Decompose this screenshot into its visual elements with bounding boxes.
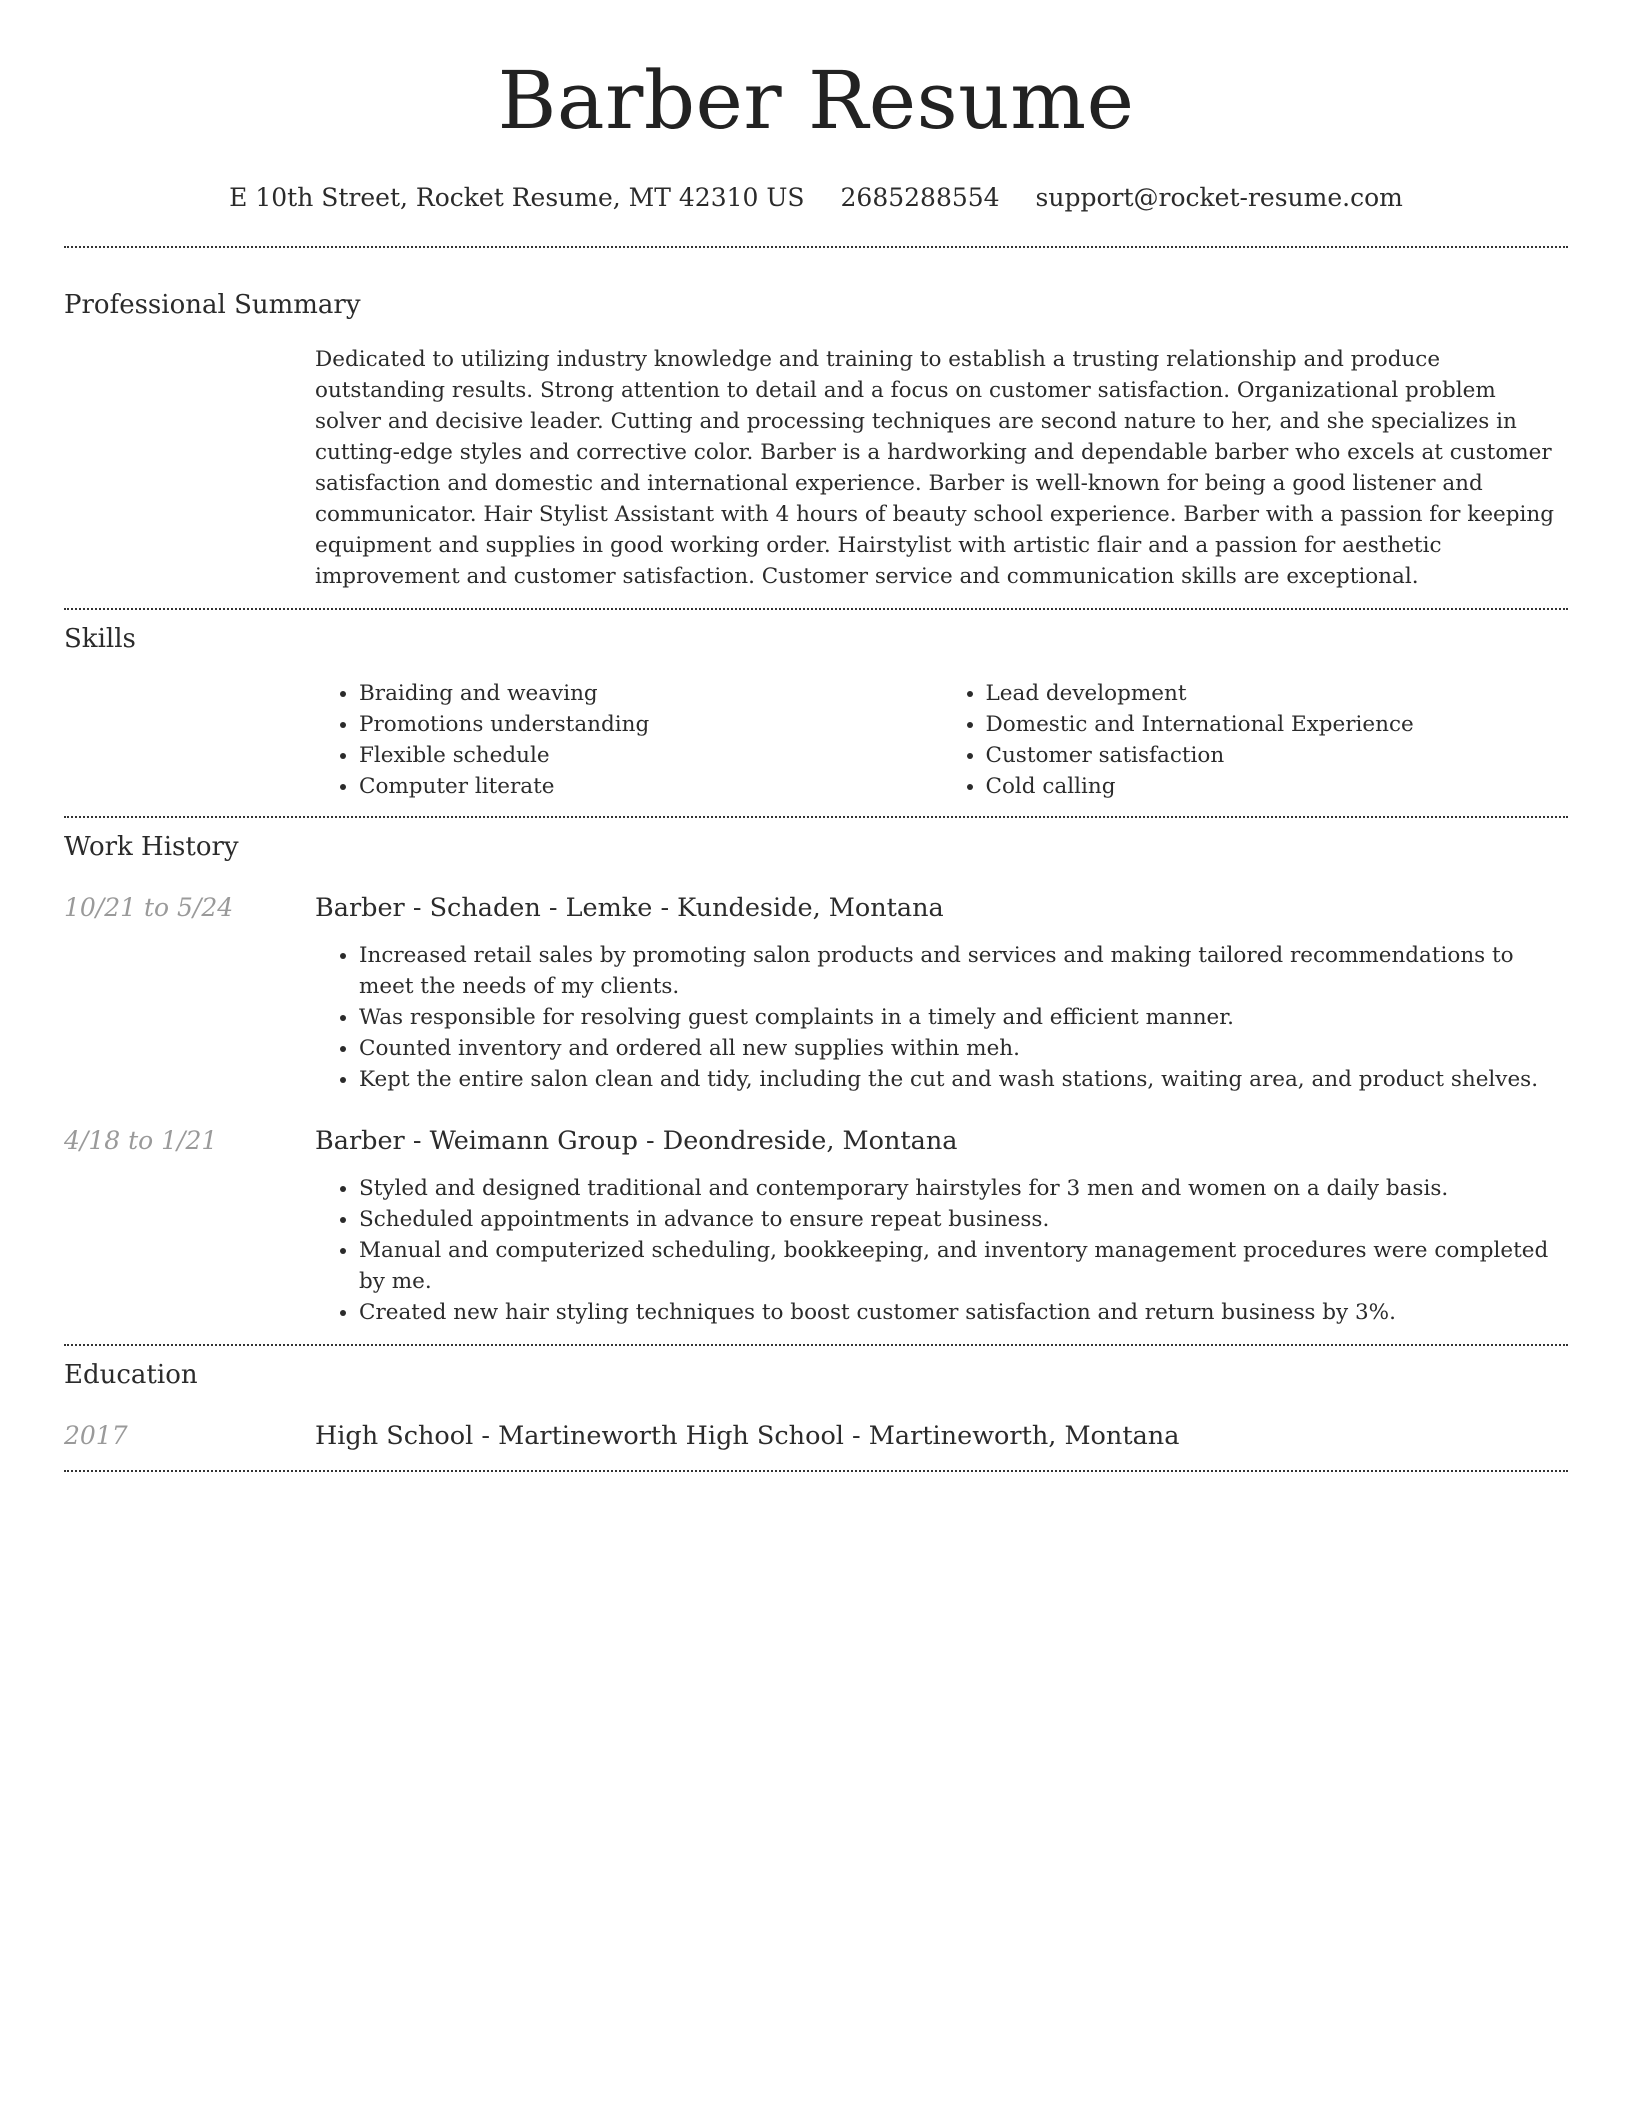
job-bullet: • Counted inventory and ordered all new supplies within meh.	[359, 1033, 1568, 1064]
job-bullets	[315, 1173, 1568, 1344]
section-heading-work-history: Work History	[64, 832, 239, 862]
education-title: High School - Martineworth High School - Martineworth, Montana	[315, 1421, 1180, 1451]
job-body	[315, 1125, 1568, 1344]
skill-item: • Domestic and International Experience	[986, 709, 1569, 740]
job-title: Barber - Weimann Group - Deondreside, Montana	[315, 1126, 958, 1156]
section-divider	[64, 1470, 1568, 1472]
job-body	[315, 892, 1568, 1095]
skill-item: • Flexible schedule	[359, 740, 942, 771]
contact-address: E 10th Street, Rocket Resume, MT 42310 US	[229, 183, 805, 212]
skills-grid	[315, 678, 1568, 816]
job-bullet: • Was responsible for resolving guest complaints in a timely and efficient manner.	[359, 1002, 1568, 1033]
skills-column-right	[942, 678, 1569, 802]
work-history-section	[64, 818, 1568, 1344]
job-bullet: • Increased retail sales by promoting salon products and services and making tailored recommendations to meet the needs of my clients.	[359, 940, 1568, 1002]
section-heading-education: Education	[64, 1360, 198, 1390]
contact-line	[64, 182, 1568, 214]
resume-title: Barber Resume	[497, 54, 1135, 147]
job-bullet: • Kept the entire salon clean and tidy, including the cut and wash stations, waiting area, and product shelves.	[359, 1064, 1568, 1095]
section-heading-skills: Skills	[64, 624, 136, 654]
job-bullet: • Created new hair styling techniques to boost customer satisfaction and return business by 3%.	[359, 1297, 1568, 1328]
education-section	[64, 1346, 1568, 1470]
job-entry	[64, 892, 1568, 1095]
job-bullet: • Scheduled appointments in advance to ensure repeat business.	[359, 1204, 1568, 1235]
skill-item: • Customer satisfaction	[986, 740, 1569, 771]
skill-item: • Braiding and weaving	[359, 678, 942, 709]
section-heading-summary: Professional Summary	[64, 290, 361, 320]
contact-phone: 2685288554	[840, 183, 1000, 212]
skill-item: • Lead development	[986, 678, 1569, 709]
summary-text: Dedicated to utilizing industry knowledge and training to establish a trusting relationship and produce outstanding results. Strong attention to detail and a focus on customer satisfaction. Organizational problem solver and decisive leader. Cutting and processing techniques are second nature to her, and she specializes in cutting-edge styles and corrective color. Barber is a hardworking and dependable barber who excels at customer satisfaction and domestic and international experience. Barber is well-known for being a good listener and communicator. Hair Stylist Assistant with 4 hours of beauty school experience. Barber with a passion for keeping equipment and supplies in good working order. Hairstylist with artistic flair and a passion for aesthetic improvement and customer satisfaction. Customer service and communication skills are exceptional.	[315, 347, 1555, 589]
professional-summary-section	[64, 248, 1568, 608]
skill-item: • Computer literate	[359, 771, 942, 802]
education-year: 2017	[64, 1421, 128, 1450]
skill-item: • Promotions understanding	[359, 709, 942, 740]
contact-email: support@rocket-resume.com	[1035, 183, 1403, 212]
job-bullets	[315, 940, 1568, 1095]
job-dates: 10/21 to 5/24	[64, 893, 234, 922]
skills-section	[64, 610, 1568, 816]
job-title: Barber - Schaden - Lemke - Kundeside, Montana	[315, 893, 944, 923]
job-dates: 4/18 to 1/21	[64, 1126, 218, 1155]
skill-item: • Cold calling	[986, 771, 1569, 802]
skills-column-left	[315, 678, 942, 802]
job-bullet: • Manual and computerized scheduling, bookkeeping, and inventory management procedures were completed by me.	[359, 1235, 1568, 1297]
education-entry	[64, 1420, 1568, 1470]
job-bullet: • Styled and designed traditional and contemporary hairstyles for 3 men and women on a daily basis.	[359, 1173, 1568, 1204]
job-entry	[64, 1125, 1568, 1344]
